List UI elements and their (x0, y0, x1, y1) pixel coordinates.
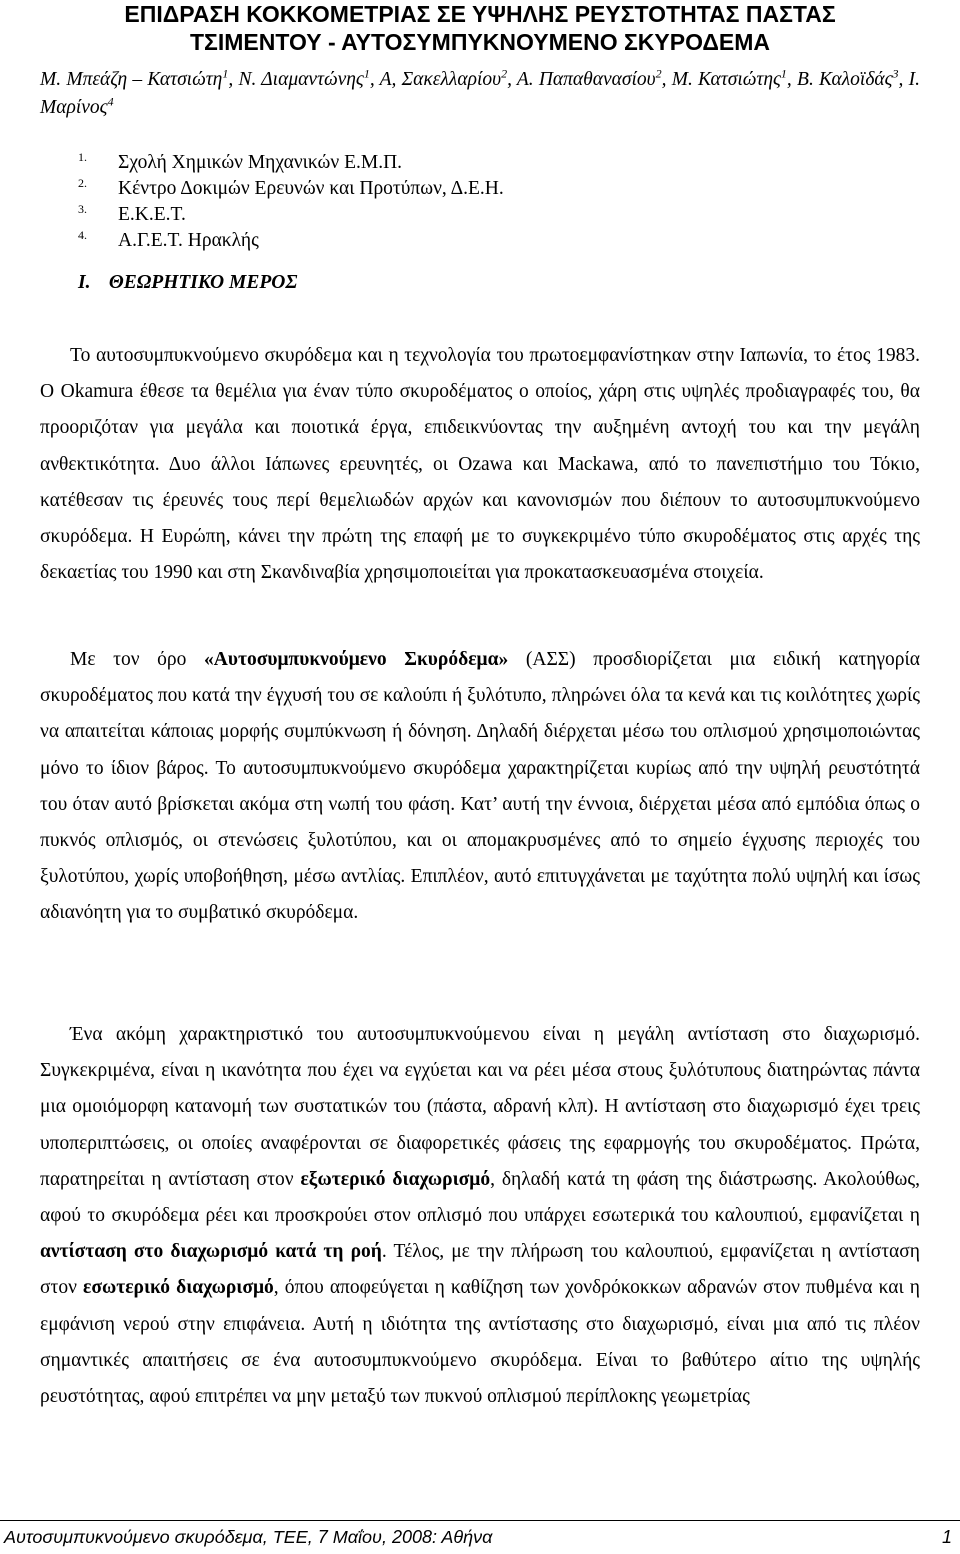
author: Β. Καλοϊδάς (797, 69, 893, 90)
page-footer (4, 1524, 952, 1550)
author: Ι. Μαρίνος (40, 69, 921, 118)
page-number: 1 (941, 1527, 952, 1547)
paragraph-history: Το αυτοσυμπυκνούμενο σκυρόδεμα και η τεχνολογία του πρωτοεμφανίστηκαν στην Ιαπωνία, το έτος 1983. Ο Okamura έθεσε τα θεμέλια για έναν τύπο σκυροδέματος ο οποίος, χάρη στις υψηλές προδιαγραφές του, θα προοριζόταν για μεγάλα και ποιοτικά έργα, επιδεικνύοντας την αυξημένη αντοχή του και την μεγάλη ανθεκτικότητα. Δυο άλλοι Ιάπωνες ερευνητές, οι Ozawa και Mackawa, από το πανεπιστήμιο του Τόκιο, κατέθεσαν τις έρευνές τους περί θεμελιωδών αρχών και κανονισμών που διέπουν το αυτοσυμπυκνούμενο σκυρόδεμα. Η Ευρώπη, κάνει την πρώτη της επαφή με το συγκεκριμένο τύπο σκυροδέματος στις αρχές της δεκαετίας του 1990 και στη Σκανδιναβία χρησιμοποιείται για προκατασκευασμένα στοιχεία. (40, 345, 920, 584)
affiliation-number: 2. (78, 176, 87, 190)
section-number: Ι. (78, 272, 91, 293)
emphasis-term: αντίσταση στο διαχωρισμό κατά τη ροή (40, 1241, 382, 1263)
paragraph-text: Ένα ακόμη χαρακτηριστικό του αυτοσυμπυκνούμενου είναι η μεγάλη αντίσταση στο διαχωρισμό. Συγκεκριμένα, είναι η ικανότητα που έχει να εγχύεται και να ρέει μέσα στους ξυλότυπους διατηρώντας πάντα μια ομοιόμορφη κατανομή των συστατικών του (πάστα, αδρανή κλπ). Η αντίσταση στο διαχωρισμό έχει τρεις υποπεριπτώσεις, οι οποίες αναφέρονται σε διαφορετικές φάσεις της εφαρμογής του σκυροδέματος. Πρώτα, παρατηρείται η αντίσταση στον (40, 1024, 920, 1190)
author-affil-mark: 3 (892, 66, 899, 81)
paragraph-text: , δηλαδή κατά τη φάση της διάστρωσης. Ακολούθως, αφού το σκυρόδεμα ρέει και προσκρούει στον οπλισμό που υπάρχει εσωτερικά του καλουπιού, εμφανίζεται η (40, 1168, 920, 1227)
affiliation-number: 3. (78, 202, 87, 216)
emphasis-term: εξωτερικό διαχωρισμό (300, 1168, 491, 1190)
author-affil-mark: 1 (363, 66, 370, 81)
defined-term: «Αυτοσυμπυκνούμενο Σκυρόδεμα» (204, 649, 509, 670)
author: Μ. Μπεάζη – Κατσιώτη (40, 69, 223, 90)
affiliation-text: Σχολή Χημικών Μηχανικών Ε.Μ.Π. (118, 152, 403, 173)
author: Ν. Διαμαντώνης (238, 69, 364, 90)
affiliation-text: Ε.Κ.Ε.Τ. (118, 204, 186, 225)
paragraph-text: . Τέλος, με την πλήρωση του καλουπιού, εμφανίζεται η αντίσταση στον (40, 1241, 920, 1299)
paragraph-definition (40, 642, 920, 932)
section-heading (78, 272, 297, 294)
author: Α, Σακελλαρίου (379, 69, 502, 90)
title-line-2: ΤΣΙΜΕΝΤΟΥ - ΑΥΤΟΣΥΜΠΥΚΝΟΥΜΕΝΟ ΣΚΥΡΟΔΕΜΑ (189, 29, 770, 55)
section-title: ΘΕΩΡΗΤΙΚΟ ΜΕΡΟΣ (108, 272, 298, 293)
author-affil-mark: 2 (501, 66, 508, 81)
affiliation-text: Α.Γ.Ε.Τ. Ηρακλής (118, 230, 259, 251)
emphasis-term: εσωτερικό διαχωρισμό (83, 1277, 274, 1299)
affiliation-number: 4. (78, 228, 87, 242)
paragraph-text: , όπου αποφεύγεται η καθίζηση των χονδρόκοκκων αδρανών στον πυθμένα και η εμφάνιση νερού στην επιφάνεια. Αυτή η ιδιότητα της αντίστασης στο διαχωρισμό, είναι μια από τις πλέον σημαντικές απαιτήσεις σε ένα αυτοσυμπυκνούμενο σκυρόδεμα. Είναι το βαθύτερο αίτιο της υψηλής ρευστότητας, αφού επιτρέπει να μην μεταξύ των πυκνού οπλισμού περίπλοκης γεωμετρίας (40, 1277, 921, 1408)
author: Α. Παπαθανασίου (516, 69, 656, 90)
paragraph-text: Με τον όρο (70, 649, 205, 670)
paper-title (40, 0, 920, 56)
author-affil-mark: 1 (780, 66, 787, 81)
paragraph-text: (ΑΣΣ) προσδιορίζεται μια ειδική κατηγορία σκυροδέματος που κατά την έγχυσή του σε καλούπι ή ξυλότυπο, πληρώνει όλα τα κενά και τις κοιλότητες χωρίς να απαιτείται κάποιας μορφής συμπύκνωση ή δόνηση. Δηλαδή διέρχεται μέσω του οπλισμού χρησιμοποιώντας μόνο το ίδιον βάρος. Το αυτοσυμπυκνούμενο σκυρόδεμα χαρακτηρίζεται κυρίως από την υψηλή ρευστότητά του όταν αυτό βρίσκεται ακόμα στη νωπή του φάση. Κατ’ αυτή την έννοια, διέρχεται μέσα από εμπόδια όπως ο πυκνός οπλισμός, οι στενώσεις ξυλοτύπου, και οι απομακρυσμένες από το σημείο έγχυσης περιοχές του ξυλοτύπου, χωρίς υποβοήθηση, μέσω αντλίας. Επιπλέον, αυτό επιτυγχάνεται με ταχύτητα πολύ υψηλή και ίσως αδιανόητη για το συμβατικό σκυρόδεμα. (40, 649, 920, 924)
author-affil-mark: 2 (655, 66, 662, 81)
author: Μ. Κατσιώτης (671, 69, 781, 90)
author-affil-mark: 1 (222, 66, 229, 81)
author-list: Μ. Μπεάζη – Κατσιώτη$^1$, Ν. Διαμαντώνης$^1$, Α, Σακελλαρίου$^2$, Α. Παπαθανασίου$^2$, Μ. Κατσιώτης$^1$, Β. Καλοϊδάς$^3$, Ι. Μαρίνος$^4$ (40, 66, 921, 118)
affiliation-text: Κέντρο Δοκιμών Ερευνών και Προτύπων, Δ.Ε.Η. (118, 178, 504, 199)
affiliation-number: 1. (78, 150, 87, 164)
author-affil-mark: 4 (107, 94, 114, 109)
footer-rule (0, 1520, 960, 1521)
paragraph-segregation (40, 1017, 920, 1415)
footer-citation: Αυτοσυμπυκνούμενο σκυρόδεμα, ΤΕΕ, 7 Μαΐου, 2008: Αθήνα (4, 1527, 493, 1547)
title-line-1: ΕΠΙΔΡΑΣΗ ΚΟΚΚΟΜΕΤΡΙΑΣ ΣΕ ΥΨΗΛΗΣ ΡΕΥΣΤΟΤΗΤΑΣ ΠΑΣΤΑΣ (124, 1, 836, 27)
